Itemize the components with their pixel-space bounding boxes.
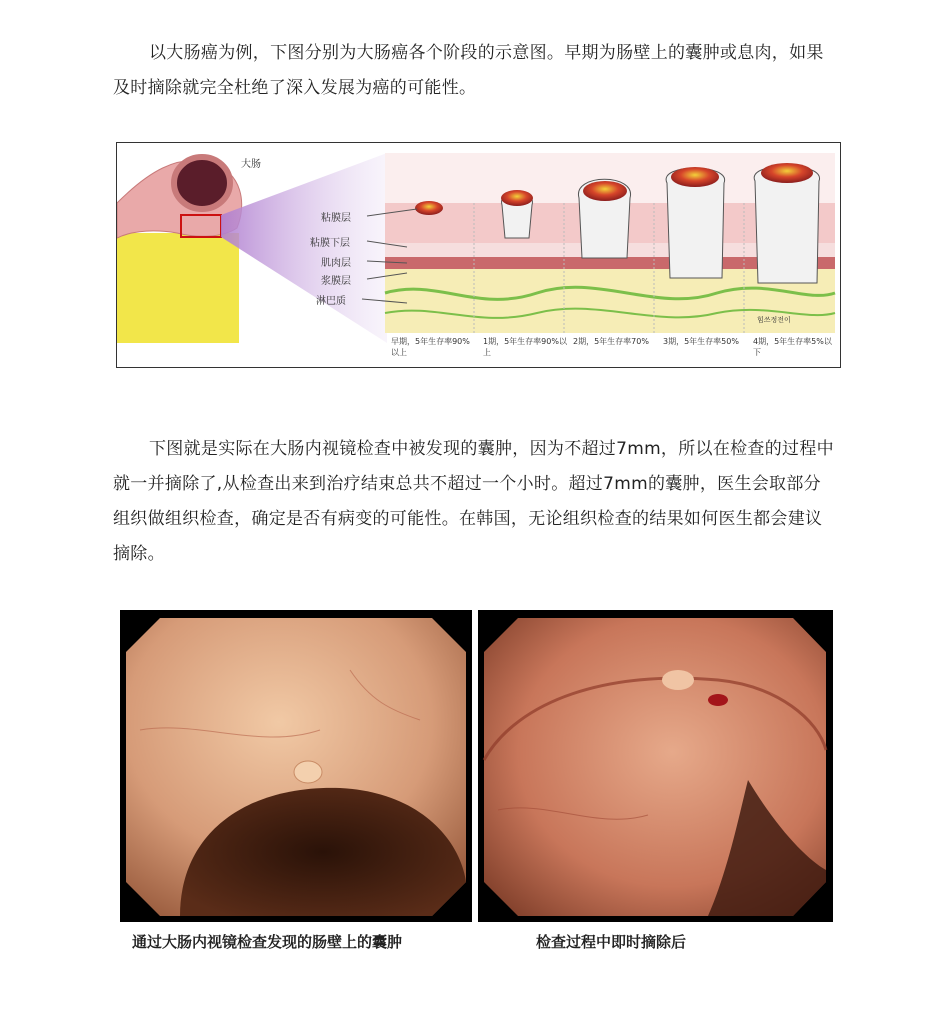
layer-label-muscle: 肌肉层 (321, 258, 351, 269)
organ-label: 大肠 (241, 159, 261, 170)
diagram-watermark: 힘쓰정전이 (757, 316, 791, 324)
intestine-lumen (174, 157, 230, 209)
detail-paragraph: 下图就是实际在大肠内视镜检查中被发现的囊肿，因为不超过7mm，所以在检查的过程中就一并摘除了,从检查出来到治疗结束总共不超过一个小时。超过7mm的囊肿，医生会取部分组织做组织检查，确定是否有病变的可能性。在韩国，无论组织检查的结果如何医生都会建议摘除。 (113, 439, 834, 564)
intro-paragraph: 以大肠癌为例，下图分别为大肠癌各个阶段的示意图。早期为肠壁上的囊肿或息肉，如果及时摘除就完全杜绝了深入发展为癌的可能性。 (113, 43, 824, 98)
layer-label-lymph: 淋巴质 (316, 296, 346, 307)
endoscopy-photo-after-removal (478, 610, 833, 922)
layer-label-submucosa: 粘膜下层 (310, 238, 350, 249)
endoscopy-photo-polyp (120, 610, 472, 922)
cancer-stage-diagram (116, 142, 841, 368)
stage-label-2: 2期，5年生存率70% (573, 337, 649, 346)
zoom-cone (221, 153, 387, 343)
tumor-early (415, 201, 443, 215)
caption-polyp: 通过大肠内视镜检查发现的肠壁上的囊肿 (132, 933, 403, 951)
fat-tissue (117, 233, 239, 343)
layer-label-mucosa: 粘膜层 (321, 213, 351, 224)
stage-label-4: 4期，5年生存率5%以下 (753, 337, 832, 357)
stage-label-3: 3期，5年生存率50% (663, 337, 739, 346)
stage-label-1: 1期，5年生存率90%以上 (483, 337, 567, 357)
diagram-illustration (117, 143, 840, 367)
layer-label-serosa: 浆膜层 (321, 276, 351, 287)
stage-label-early: 早期，5年生存率90%以上 (391, 337, 470, 357)
caption-after-removal: 检查过程中即时摘除后 (536, 933, 687, 951)
